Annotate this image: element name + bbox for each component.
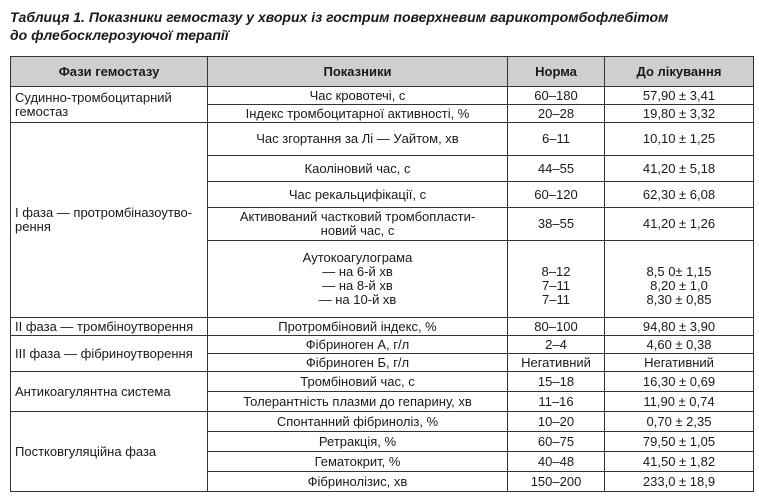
table-row	[11, 318, 754, 336]
value-cell: 19,80 ± 3,32	[605, 105, 754, 123]
norm-cell: 11–16	[508, 392, 605, 412]
header-indicator: Показники	[208, 57, 508, 87]
value-cell: 41,20 ± 1,26	[605, 208, 754, 241]
norm-cell: 6–11	[508, 123, 605, 156]
phase-cell: Постковгуляційна фаза	[11, 412, 208, 492]
indicator-cell: Тромбіновий час, с	[208, 372, 508, 392]
phase-cell: Судинно-тромбоцитарний гемостаз	[11, 87, 208, 123]
table-body	[11, 87, 754, 492]
norm-cell: 150–200	[508, 472, 605, 492]
header-phase: Фази гемостазу	[11, 57, 208, 87]
table-caption	[10, 8, 750, 44]
norm-cell: 8–12 7–11 7–11	[508, 241, 605, 318]
norm-cell: 60–180	[508, 87, 605, 105]
phase-cell: II фаза — тромбіноутворення	[11, 318, 208, 336]
norm-cell: 80–100	[508, 318, 605, 336]
value-cell: 41,20 ± 5,18	[605, 156, 754, 182]
value-cell: 41,50 ± 1,82	[605, 452, 754, 472]
norm-cell: 2–4	[508, 336, 605, 354]
phase-cell: III фаза — фібриноутворення	[11, 336, 208, 372]
indicator-cell: Час рекальцифікації, с	[208, 182, 508, 208]
table-row	[11, 123, 754, 156]
value-cell: 233,0 ± 18,9	[605, 472, 754, 492]
table-row	[11, 412, 754, 432]
indicator-cell: Толерантність плазми до гепарину, хв	[208, 392, 508, 412]
value-cell: Негативний	[605, 354, 754, 372]
table-header-row	[11, 57, 754, 87]
indicator-cell: Ретракція, %	[208, 432, 508, 452]
value-cell: 94,80 ± 3,90	[605, 318, 754, 336]
indicator-cell: Фібринолізис, хв	[208, 472, 508, 492]
value-cell: 57,90 ± 3,41	[605, 87, 754, 105]
indicator-cell: Фібриноген Б, г/л	[208, 354, 508, 372]
indicator-cell: Час кровотечі, с	[208, 87, 508, 105]
value-cell: 16,30 ± 0,69	[605, 372, 754, 392]
header-norm: Норма	[508, 57, 605, 87]
header-before-treatment: До лікування	[605, 57, 754, 87]
value-cell: 0,70 ± 2,35	[605, 412, 754, 432]
indicator-cell: Індекс тромбоцитарної активності, %	[208, 105, 508, 123]
value-cell: 62,30 ± 6,08	[605, 182, 754, 208]
norm-cell: 38–55	[508, 208, 605, 241]
value-cell: 4,60 ± 0,38	[605, 336, 754, 354]
hemostasis-table	[10, 56, 754, 492]
caption-line-2: до флебосклерозуючої терапії	[10, 27, 229, 43]
indicator-cell: Гематокрит, %	[208, 452, 508, 472]
value-cell: 8,5 0± 1,15 8,20 ± 1,0 8,30 ± 0,85	[605, 241, 754, 318]
indicator-cell: Каоліновий час, с	[208, 156, 508, 182]
value-cell: 10,10 ± 1,25	[605, 123, 754, 156]
table-row	[11, 87, 754, 105]
indicator-cell: Спонтанний фібриноліз, %	[208, 412, 508, 432]
norm-cell: 15–18	[508, 372, 605, 392]
norm-cell: 60–75	[508, 432, 605, 452]
value-cell: 79,50 ± 1,05	[605, 432, 754, 452]
phase-cell: I фаза — протромбіназоутво- рення	[11, 123, 208, 318]
norm-cell: 44–55	[508, 156, 605, 182]
indicator-cell: Активований частковий тромбопласти- новий час, с	[208, 208, 508, 241]
indicator-cell: Час згортання за Лі — Уайтом, хв	[208, 123, 508, 156]
table-row	[11, 336, 754, 354]
indicator-cell: Фібриноген А, г/л	[208, 336, 508, 354]
phase-cell: Антикоагулянтна система	[11, 372, 208, 412]
norm-cell: 10–20	[508, 412, 605, 432]
norm-cell: Негативний	[508, 354, 605, 372]
value-cell: 11,90 ± 0,74	[605, 392, 754, 412]
norm-cell: 60–120	[508, 182, 605, 208]
table-row	[11, 372, 754, 392]
indicator-cell: Протромбіновий індекс, %	[208, 318, 508, 336]
caption-line-1: Таблиця 1. Показники гемостазу у хворих із гострим поверхневим варикотромбофлебітом	[10, 9, 669, 25]
norm-cell: 40–48	[508, 452, 605, 472]
norm-cell: 20–28	[508, 105, 605, 123]
indicator-cell: Аутокоагулограма — на 6-й хв — на 8-й хв — на 10-й хв	[208, 241, 508, 318]
